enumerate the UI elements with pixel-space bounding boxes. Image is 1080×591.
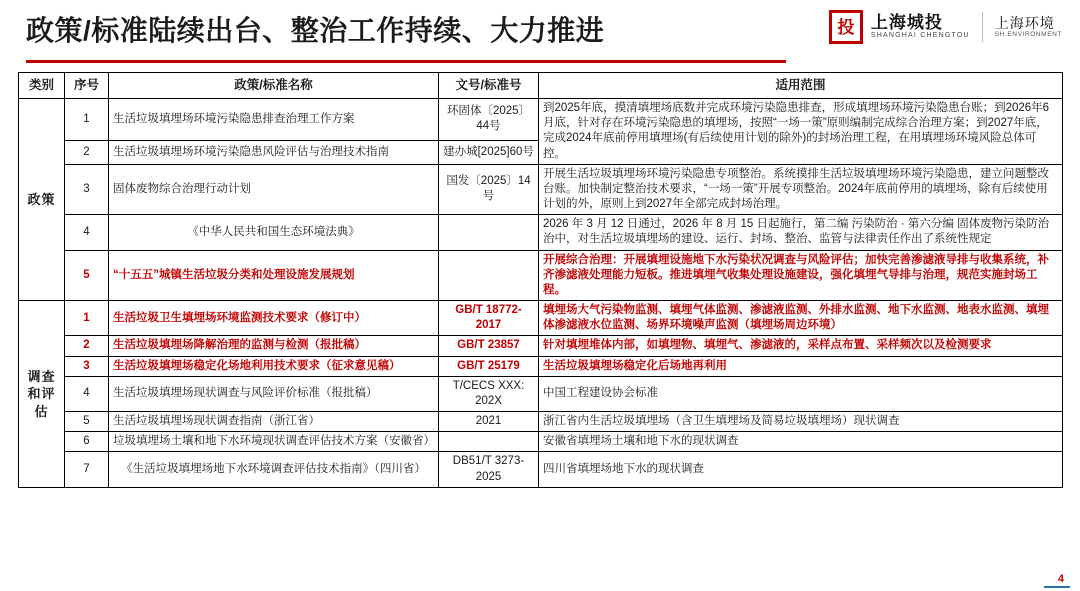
brand-sub-cn: 上海环境 [994,14,1055,31]
brand-divider [982,12,983,42]
policy-name: 垃圾填埋场土壤和地下水环境现状调查评估技术方案（安徽省） [109,432,439,452]
policy-name: 生活垃圾填埋场环境污染隐患排查治理工作方案 [109,99,439,141]
row-index: 2 [65,336,109,356]
doc-number [439,432,539,452]
doc-number: DB51/T 3273-2025 [439,452,539,487]
slide-header [0,0,1080,72]
doc-number: 建办城[2025]60号 [439,140,539,164]
title-underline [26,60,786,63]
table-row [19,164,1063,215]
doc-number: GB/T 18772-2017 [439,301,539,336]
table-row [19,432,1063,452]
row-index: 2 [65,140,109,164]
table-row [19,250,1063,301]
table-row [19,376,1063,411]
page-title: 政策/标准陆续出台、整治工作持续、大力推进 [26,15,605,46]
policy-name: 《生活垃圾填埋场地下水环境调查评估技术指南》（四川省） [109,452,439,487]
scope-text: 四川省填埋场地下水的现状调查 [539,452,1063,487]
scope-text: 开展综合治理：开展填埋设施地下水污染状况调查与风险评估；加快完善渗滤液导排与收集系统，补齐渗滤液处理能力短板。推进填埋气收集处理设施建设，强化填埋气导排与治理，规范实施封场工程。 [539,250,1063,301]
row-index: 4 [65,215,109,250]
col-header-docno: 文号/标准号 [439,73,539,99]
col-header-category: 类别 [19,73,65,99]
row-index: 5 [65,250,109,301]
table-row [19,99,1063,141]
scope-text: 浙江省内生活垃圾填埋场（含卫生填埋场及简易垃圾填埋场）现状调查 [539,412,1063,432]
row-index: 3 [65,356,109,376]
col-header-name: 政策/标准名称 [109,73,439,99]
row-index: 5 [65,412,109,432]
page-number-underline [1044,586,1070,588]
table-row [19,356,1063,376]
table-row [19,412,1063,432]
row-index: 7 [65,452,109,487]
policy-name: 生活垃圾卫生填埋场环境监测技术要求（修订中） [109,301,439,336]
policy-name: 固体废物综合治理行动计划 [109,164,439,215]
row-index: 6 [65,432,109,452]
table-row [19,336,1063,356]
brand-logo [829,10,1062,44]
policy-name: “十五五”城镇生活垃圾分类和处理设施发展规划 [109,250,439,301]
table-row [19,215,1063,250]
doc-number: GB/T 25179 [439,356,539,376]
scope-text: 针对填埋堆体内部，如填埋物、填埋气、渗滤液的，采样点布置、采样频次以及检测要求 [539,336,1063,356]
scope-text: 填埋场大气污染物监测、填埋气体监测、渗滤液监测、外排水监测、地下水监测、地表水监测、填埋体渗滤液水位监测、场界环境噪声监测（填埋场周边环境） [539,301,1063,336]
row-index: 1 [65,301,109,336]
brand-name-cn: 上海城投 [870,12,943,32]
policy-name: 生活垃圾填埋场现状调查指南（浙江省） [109,412,439,432]
scope-text: 开展生活垃圾填埋场环境污染隐患专项整治。系统摸排生活垃圾填埋场环境污染隐患，建立问题整改台账。加快制定整治技术要求，“一场一策”开展专项整治。2024年底前停用的填埋场，除有后续使用计划的外，原则上到2027年全部完成封场治理。 [539,164,1063,215]
policy-name: 《中华人民共和国生态环境法典》 [109,215,439,250]
policy-name: 生活垃圾填埋场现状调查与风险评价标准（报批稿） [109,376,439,411]
policy-name: 生活垃圾填埋场环境污染隐患风险评估与治理技术指南 [109,140,439,164]
scope-text: 生活垃圾填埋场稳定化后场地再利用 [539,356,1063,376]
policy-name: 生活垃圾填埋场稳定化场地利用技术要求（征求意见稿） [109,356,439,376]
brand-mark-icon [829,10,863,44]
policy-standards-table [18,72,1063,488]
policy-name: 生活垃圾填埋场降解治理的监测与检测（报批稿） [109,336,439,356]
col-header-index: 序号 [65,73,109,99]
category-cell-survey: 调查和评估 [19,301,65,488]
row-index: 3 [65,164,109,215]
brand-mark-text: 投 [837,17,855,37]
doc-number: 环固体〔2025〕44号 [439,99,539,141]
doc-number: GB/T 23857 [439,336,539,356]
table-row [19,301,1063,336]
doc-number: 国发〔2025〕14号 [439,164,539,215]
doc-number: T/CECS XXX: 202X [439,376,539,411]
category-cell-policy: 政策 [19,99,65,301]
table-header-row [19,73,1063,99]
brand-name-en: SHANGHAI CHENGTOU [870,32,970,40]
brand-sub-en: SH.ENVIRONMENT [994,31,1062,39]
scope-text: 2026 年 3 月 12 日通过，2026 年 8 月 15 日起施行，第二编 污染防治 · 第六分编 固体废物污染防治治中，对生活垃圾填埋场的建设、运行、封场、整治、监管与法律责任作出了系统性规定 [539,215,1063,250]
col-header-scope: 适用范围 [539,73,1063,99]
policy-table-container [0,72,1080,488]
doc-number [439,250,539,301]
doc-number [439,215,539,250]
page-number: 4 [1057,573,1064,585]
scope-text: 到2025年底，摸清填埋场底数并完成环境污染隐患排查，形成填埋场环境污染隐患台账；到2026年6月底，针对存在环境污染隐患的填埋场，按照“一场一策”原则编制完成综合治理方案；到2027年底，完成2024年底前停用填埋场(有后续使用计划的除外)的封场治理工程，在用填埋场环境风险总体可控。 [539,99,1063,165]
row-index: 4 [65,376,109,411]
table-row [19,452,1063,487]
row-index: 1 [65,99,109,141]
doc-number: 2021 [439,412,539,432]
scope-text: 中国工程建设协会标准 [539,376,1063,411]
scope-text: 安徽省填埋场土壤和地下水的现状调查 [539,432,1063,452]
